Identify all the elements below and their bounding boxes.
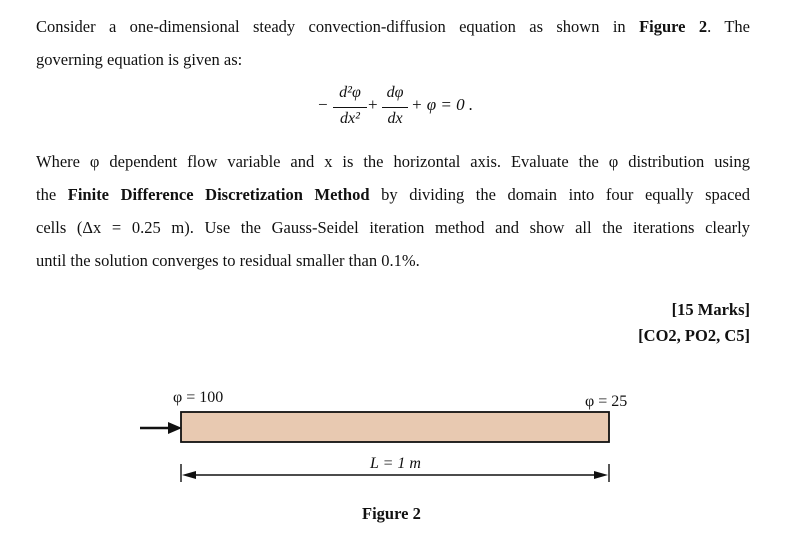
right-boundary-label: φ = 25 — [585, 393, 628, 410]
task-text-a: the — [36, 185, 57, 204]
left-boundary-label: φ = 100 — [173, 389, 224, 406]
length-label: L = 1 m — [370, 455, 421, 472]
eq-term1-den: dx² — [340, 110, 360, 127]
marks-outcomes: [CO2, PO2, C5] — [638, 326, 750, 345]
figure-caption: Figure 2 — [362, 504, 421, 523]
intro-text-a: Consider a one-dimensional steady convection-diffusion equation as shown in — [36, 17, 626, 36]
task-line-4: until the solution converges to residual smaller than 0.1%. — [36, 251, 420, 270]
eq-term2-num: dφ — [386, 84, 404, 101]
task-text-b: by dividing the domain into four equally spaced — [381, 185, 750, 204]
eq-plus: + — [368, 95, 378, 114]
figure-ref: Figure 2 — [639, 17, 708, 36]
eq-minus: − — [318, 95, 328, 114]
intro-text-b: . The — [707, 17, 750, 36]
domain-bar — [181, 412, 609, 442]
eq-term2-den: dx — [387, 110, 403, 127]
intro-line-2: governing equation is given as: — [36, 50, 243, 69]
eq-term1-num: d²φ — [339, 84, 361, 101]
method-name: Finite Difference Discretization Method — [67, 185, 370, 204]
inflow-arrow — [140, 422, 182, 434]
marks-score: [15 Marks] — [671, 300, 750, 319]
eq-tail: + φ = 0 . — [411, 95, 474, 114]
task-line-1: Where φ dependent flow variable and x is the horizontal axis. Evaluate the φ distribution using — [36, 152, 750, 171]
task-line-3: cells (Δx = 0.25 m). Use the Gauss-Seidel iteration method and show all the iterations clearly — [36, 218, 750, 237]
